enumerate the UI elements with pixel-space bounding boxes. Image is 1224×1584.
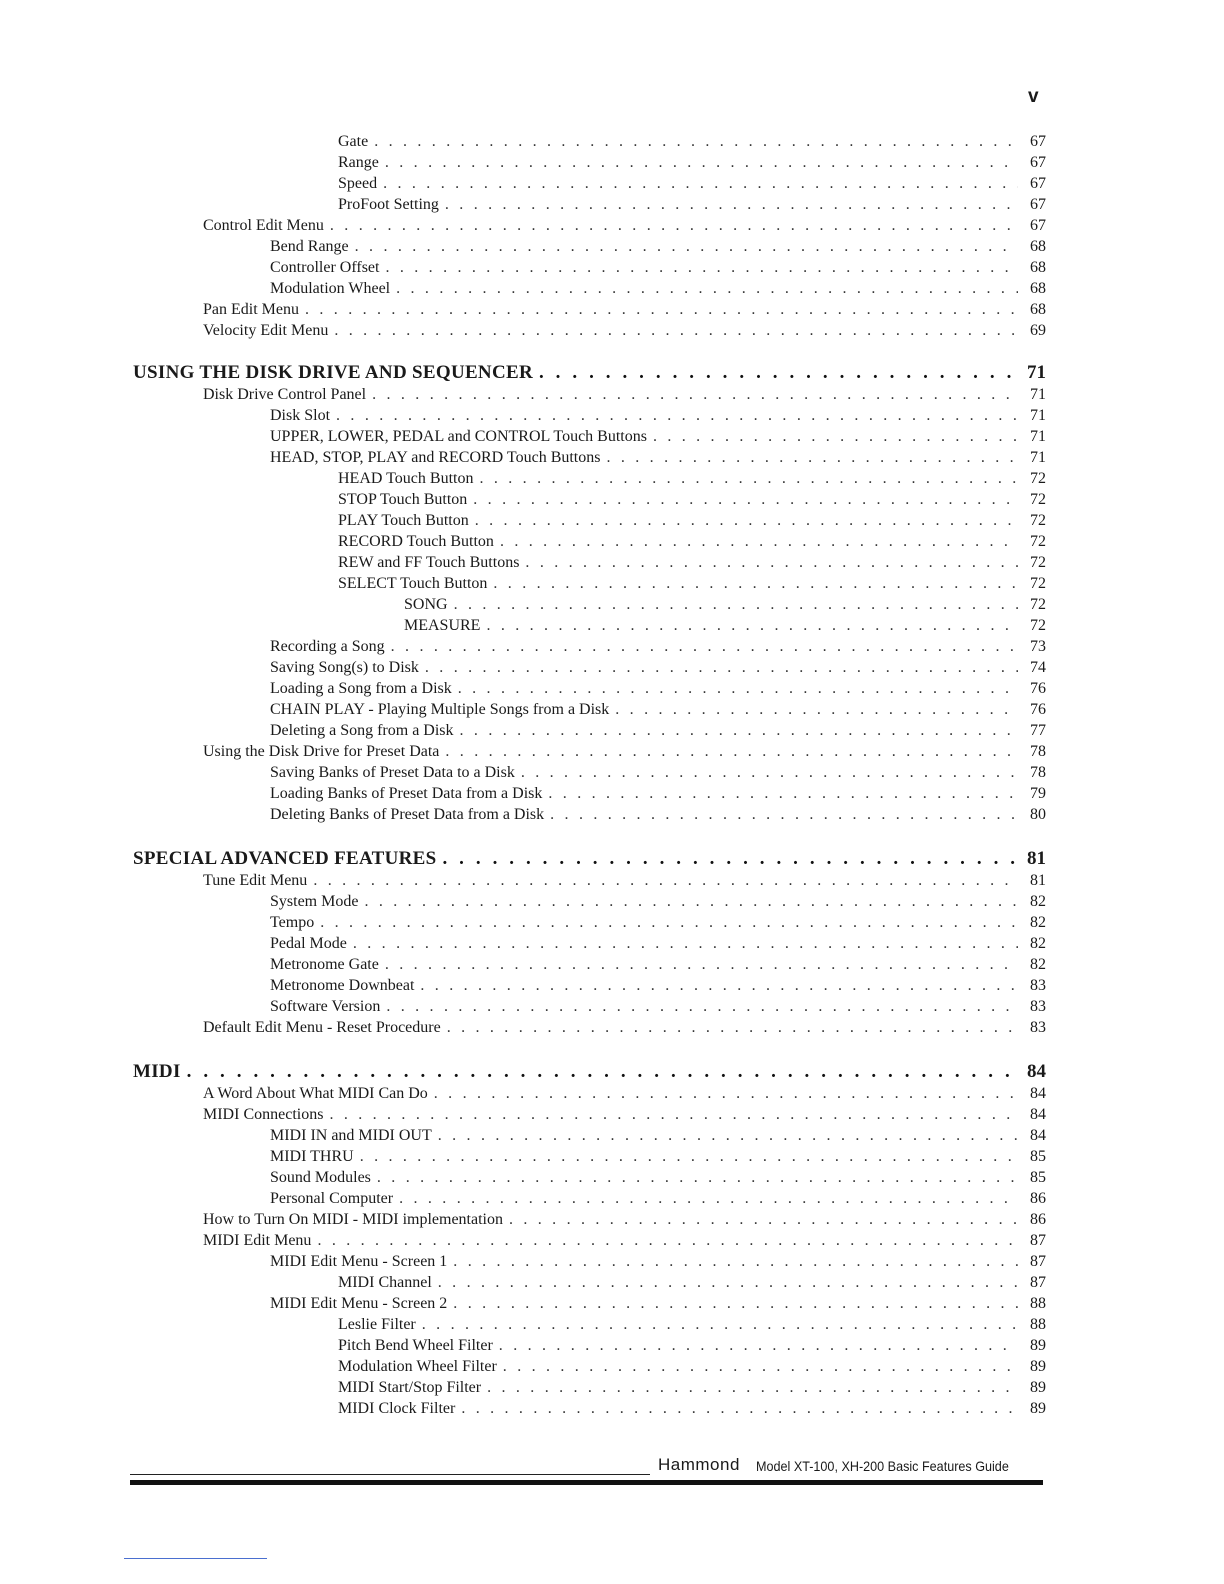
toc-entry-title: Pan Edit Menu — [203, 301, 299, 318]
toc-leader-dots — [438, 1272, 1018, 1293]
toc-entry[interactable] — [338, 510, 1046, 531]
toc-entry[interactable] — [270, 657, 1046, 678]
toc-entry-page: 72 — [1030, 491, 1046, 508]
toc-entry[interactable] — [338, 468, 1046, 489]
toc-entry-page: 72 — [1030, 575, 1046, 592]
toc-leader-dots — [383, 173, 1018, 194]
toc-leader-dots — [500, 531, 1018, 552]
toc-leader-dots — [479, 468, 1018, 489]
toc-entry[interactable] — [270, 912, 1046, 933]
toc-entry[interactable] — [338, 552, 1046, 573]
toc-entry-title: MIDI Start/Stop Filter — [338, 1379, 482, 1396]
toc-entry[interactable] — [404, 594, 1046, 615]
footer-brand: Hammond — [658, 1455, 740, 1474]
toc-entry[interactable] — [203, 741, 1046, 762]
toc-entry[interactable] — [270, 405, 1046, 426]
toc-leader-dots — [374, 131, 1018, 152]
toc-entry-page: 89 — [1030, 1400, 1046, 1417]
toc-leader-dots — [399, 1188, 1018, 1209]
toc-entry[interactable] — [203, 1230, 1046, 1251]
toc-entry-page: 67 — [1030, 175, 1046, 192]
toc-entry-title: MIDI Channel — [338, 1274, 432, 1291]
toc-entry[interactable] — [338, 1377, 1046, 1398]
toc-entry-page: 83 — [1030, 1019, 1046, 1036]
footer-rule — [130, 1474, 650, 1475]
toc-entry-title: Loading a Song from a Disk — [270, 680, 452, 697]
toc-entry[interactable] — [270, 257, 1046, 278]
toc-leader-dots — [425, 657, 1018, 678]
toc-leader-dots — [336, 405, 1018, 426]
toc-entry-page: 84 — [1030, 1127, 1046, 1144]
toc-entry-page: 84 — [1027, 1061, 1046, 1082]
toc-leader-dots — [334, 320, 1018, 341]
toc-entry-page: 83 — [1030, 977, 1046, 994]
toc-entry[interactable] — [270, 762, 1046, 783]
toc-leader-dots — [420, 975, 1018, 996]
toc-entry-title: Deleting a Song from a Disk — [270, 722, 454, 739]
toc-entry-page: 77 — [1030, 722, 1046, 739]
toc-entry-title: Saving Song(s) to Disk — [270, 659, 419, 676]
toc-entry-title: Disk Drive Control Panel — [203, 386, 367, 403]
toc-leader-dots — [475, 510, 1018, 531]
toc-entry-page: 85 — [1030, 1148, 1046, 1165]
toc-entry-title: HEAD Touch Button — [338, 470, 474, 487]
toc-leader-dots — [372, 384, 1018, 405]
toc-leader-dots — [385, 257, 1018, 278]
toc-entry-title: Tune Edit Menu — [203, 872, 308, 889]
toc-entry[interactable] — [338, 1272, 1046, 1293]
toc-leader-dots — [329, 1104, 1018, 1125]
footer-title: Model XT-100, XH-200 Basic Features Guide — [756, 1458, 1009, 1474]
toc-entry-title: SELECT Touch Button — [338, 575, 488, 592]
toc-entry[interactable] — [270, 1167, 1046, 1188]
toc-entry-title: Default Edit Menu - Reset Procedure — [203, 1019, 441, 1036]
toc-leader-dots — [486, 615, 1018, 636]
toc-entry-page: 86 — [1030, 1211, 1046, 1228]
toc-leader-dots — [615, 699, 1018, 720]
toc-entry-page: 71 — [1027, 362, 1046, 383]
toc-entry-page: 72 — [1030, 554, 1046, 571]
toc-entry-title: Personal Computer — [270, 1190, 394, 1207]
toc-entry-title: Pitch Bend Wheel Filter — [338, 1337, 493, 1354]
toc-leader-dots — [606, 447, 1018, 468]
toc-entry-title: MIDI Connections — [203, 1106, 324, 1123]
toc-leader-dots — [305, 299, 1018, 320]
toc-entry-title: MIDI Edit Menu - Screen 2 — [270, 1295, 448, 1312]
toc-entry-page: 82 — [1030, 893, 1046, 910]
toc-entry-title: Bend Range — [270, 238, 349, 255]
toc-leader-dots — [447, 1017, 1018, 1038]
toc-entry-page: 68 — [1030, 238, 1046, 255]
toc-leader-dots — [493, 573, 1018, 594]
toc-entry-page: 74 — [1030, 659, 1046, 676]
toc-section-heading[interactable] — [133, 847, 1046, 871]
toc-entry-title: Range — [338, 154, 379, 171]
toc-entry-title: Deleting Banks of Preset Data from a Disk — [270, 806, 545, 823]
toc-leader-dots — [453, 1293, 1018, 1314]
toc-entry[interactable] — [338, 531, 1046, 552]
toc-entry[interactable] — [404, 615, 1046, 636]
toc-entry-title: Gate — [338, 133, 369, 150]
toc-leader-dots — [396, 278, 1018, 299]
toc-entry-title: SPECIAL ADVANCED FEATURES — [133, 848, 437, 869]
toc-entry-page: 82 — [1030, 956, 1046, 973]
toc-entry-title: Controller Offset — [270, 259, 380, 276]
toc-entry-page: 72 — [1030, 596, 1046, 613]
toc-entry-page: 84 — [1030, 1085, 1046, 1102]
toc-leader-dots — [458, 678, 1018, 699]
toc-leader-dots — [653, 426, 1018, 447]
toc-leader-dots — [499, 1335, 1018, 1356]
toc-entry-page: 67 — [1030, 217, 1046, 234]
toc-entry[interactable] — [203, 1209, 1046, 1230]
toc-entry-page: 73 — [1030, 638, 1046, 655]
toc-entry-page: 87 — [1030, 1232, 1046, 1249]
corner-rule — [124, 1558, 267, 1559]
toc-entry-page: 71 — [1030, 386, 1046, 403]
toc-leader-dots — [454, 594, 1018, 615]
toc-entry[interactable] — [338, 194, 1046, 215]
toc-entry-title: How to Turn On MIDI - MIDI implementation — [203, 1211, 503, 1228]
toc-leader-dots — [548, 783, 1018, 804]
toc-entry[interactable] — [270, 804, 1046, 825]
toc-entry[interactable] — [338, 1335, 1046, 1356]
toc-leader-dots — [445, 194, 1018, 215]
toc-entry[interactable] — [270, 636, 1046, 657]
toc-entry[interactable] — [270, 1146, 1046, 1167]
toc-entry-page: 85 — [1030, 1169, 1046, 1186]
toc-entry[interactable] — [270, 1125, 1046, 1146]
toc-entry[interactable] — [270, 447, 1046, 468]
toc-leader-dots — [385, 152, 1018, 173]
toc-leader-dots — [330, 215, 1018, 236]
toc-leader-dots — [503, 1356, 1018, 1377]
toc-entry-title: MIDI THRU — [270, 1148, 354, 1165]
toc-entry-page: 86 — [1030, 1190, 1046, 1207]
page-number: v — [1028, 86, 1039, 107]
toc-entry[interactable] — [203, 299, 1046, 320]
toc-entry-page: 88 — [1030, 1316, 1046, 1333]
toc-leader-dots — [313, 870, 1018, 891]
toc-entry[interactable] — [270, 278, 1046, 299]
toc-entry-title: Using the Disk Drive for Preset Data — [203, 743, 440, 760]
toc-entry-title: System Mode — [270, 893, 359, 910]
toc-entry-title: Modulation Wheel Filter — [338, 1358, 497, 1375]
toc-entry[interactable] — [338, 1398, 1046, 1419]
toc-entry-page: 79 — [1030, 785, 1046, 802]
toc-entry-title: ProFoot Setting — [338, 196, 439, 213]
toc-entry[interactable] — [338, 152, 1046, 173]
toc-entry[interactable] — [270, 954, 1046, 975]
toc-entry-title: Leslie Filter — [338, 1316, 416, 1333]
toc-entry-title: MIDI Clock Filter — [338, 1400, 456, 1417]
toc-leader-dots — [550, 804, 1018, 825]
toc-entry-title: CHAIN PLAY - Playing Multiple Songs from a Disk — [270, 701, 610, 718]
toc-entry[interactable] — [270, 975, 1046, 996]
toc-entry-title: Tempo — [270, 914, 315, 931]
toc-entry[interactable] — [270, 933, 1046, 954]
toc-entry[interactable] — [203, 1083, 1046, 1104]
toc-entry-title: Metronome Gate — [270, 956, 379, 973]
toc-entry-title: MIDI IN and MIDI OUT — [270, 1127, 432, 1144]
toc-entry-title: Sound Modules — [270, 1169, 371, 1186]
toc-entry-page: 69 — [1030, 322, 1046, 339]
toc-entry[interactable] — [338, 173, 1046, 194]
toc-entry-page: 78 — [1030, 743, 1046, 760]
toc-entry[interactable] — [270, 1251, 1046, 1272]
toc-leader-dots — [487, 1377, 1018, 1398]
toc-entry-page: 84 — [1030, 1106, 1046, 1123]
toc-leader-dots — [187, 1060, 1018, 1084]
toc-entry[interactable] — [203, 870, 1046, 891]
toc-leader-dots — [364, 891, 1018, 912]
toc-leader-dots — [422, 1314, 1018, 1335]
toc-entry-title: Modulation Wheel — [270, 280, 391, 297]
toc-entry-title: Recording a Song — [270, 638, 385, 655]
toc-entry[interactable] — [203, 384, 1046, 405]
toc-entry-title: Pedal Mode — [270, 935, 347, 952]
toc-entry[interactable] — [270, 891, 1046, 912]
toc-entry-title: UPPER, LOWER, PEDAL and CONTROL Touch Buttons — [270, 428, 647, 445]
toc-entry[interactable] — [338, 131, 1046, 152]
toc-entry-page: 72 — [1030, 470, 1046, 487]
toc-entry-title: Control Edit Menu — [203, 217, 324, 234]
toc-entry-page: 83 — [1030, 998, 1046, 1015]
toc-entry-page: 67 — [1030, 154, 1046, 171]
toc-entry[interactable] — [203, 1104, 1046, 1125]
toc-leader-dots — [509, 1209, 1018, 1230]
toc-entry[interactable] — [203, 215, 1046, 236]
toc-entry-page: 89 — [1030, 1337, 1046, 1354]
toc-entry[interactable] — [270, 1188, 1046, 1209]
toc-entry-title: USING THE DISK DRIVE AND SEQUENCER — [133, 362, 533, 383]
toc-leader-dots — [385, 954, 1018, 975]
toc-leader-dots — [353, 933, 1018, 954]
toc-leader-dots — [355, 236, 1018, 257]
toc-entry[interactable] — [270, 426, 1046, 447]
toc-section-heading[interactable] — [133, 1060, 1046, 1084]
toc-entry[interactable] — [338, 1356, 1046, 1377]
toc-leader-dots — [461, 1398, 1018, 1419]
toc-entry-title: Disk Slot — [270, 407, 331, 424]
toc-entry[interactable] — [338, 1314, 1046, 1335]
toc-leader-dots — [386, 996, 1018, 1017]
toc-leader-dots — [442, 847, 1018, 871]
toc-entry[interactable] — [270, 1293, 1046, 1314]
toc-leader-dots — [521, 762, 1018, 783]
toc-entry-page: 78 — [1030, 764, 1046, 781]
toc-entry-title: MIDI Edit Menu - Screen 1 — [270, 1253, 448, 1270]
toc-entry-title: Saving Banks of Preset Data to a Disk — [270, 764, 515, 781]
toc-entry-page: 89 — [1030, 1379, 1046, 1396]
toc-entry[interactable] — [270, 996, 1046, 1017]
toc-entry[interactable] — [270, 783, 1046, 804]
toc-leader-dots — [438, 1125, 1018, 1146]
footer-bar — [130, 1480, 1043, 1485]
toc-leader-dots — [434, 1083, 1018, 1104]
toc-section-heading[interactable] — [133, 361, 1046, 385]
toc-entry[interactable] — [270, 699, 1046, 720]
toc-leader-dots — [445, 741, 1018, 762]
toc-leader-dots — [539, 361, 1018, 385]
toc-entry[interactable] — [203, 320, 1046, 341]
toc-entry[interactable] — [203, 1017, 1046, 1038]
toc-entry-page: 67 — [1030, 133, 1046, 150]
toc-entry-title: RECORD Touch Button — [338, 533, 494, 550]
toc-entry-page: 88 — [1030, 1295, 1046, 1312]
toc-entry-page: 71 — [1030, 449, 1046, 466]
toc-entry-title: Speed — [338, 175, 378, 192]
toc-entry-page: 82 — [1030, 914, 1046, 931]
toc-entry-title: SONG — [404, 596, 448, 613]
toc-entry-page: 72 — [1030, 512, 1046, 529]
toc-leader-dots — [525, 552, 1018, 573]
toc-entry-page: 80 — [1030, 806, 1046, 823]
toc-entry-page: 81 — [1027, 848, 1046, 869]
toc-entry-page: 68 — [1030, 301, 1046, 318]
toc-entry-page: 71 — [1030, 428, 1046, 445]
toc-entry-page: 82 — [1030, 935, 1046, 952]
toc-entry-page: 68 — [1030, 259, 1046, 276]
toc-entry-page: 67 — [1030, 196, 1046, 213]
toc-entry-page: 71 — [1030, 407, 1046, 424]
toc-entry-page: 81 — [1030, 872, 1046, 889]
toc-leader-dots — [320, 912, 1018, 933]
toc-entry-title: MIDI — [133, 1061, 181, 1082]
toc-entry-title: PLAY Touch Button — [338, 512, 469, 529]
toc-entry-title: HEAD, STOP, PLAY and RECORD Touch Buttons — [270, 449, 601, 466]
toc-leader-dots — [453, 1251, 1018, 1272]
toc-entry-title: MEASURE — [404, 617, 481, 634]
toc-entry[interactable] — [270, 720, 1046, 741]
toc-leader-dots — [377, 1167, 1018, 1188]
toc-entry-title: MIDI Edit Menu — [203, 1232, 312, 1249]
toc-entry-title: REW and FF Touch Buttons — [338, 554, 520, 571]
toc-entry-title: Velocity Edit Menu — [203, 322, 329, 339]
toc-entry-page: 72 — [1030, 617, 1046, 634]
toc-entry-page: 76 — [1030, 680, 1046, 697]
toc-leader-dots — [360, 1146, 1018, 1167]
toc-entry-title: STOP Touch Button — [338, 491, 468, 508]
toc-entry-page: 89 — [1030, 1358, 1046, 1375]
toc-entry-page: 72 — [1030, 533, 1046, 550]
toc-entry-title: Software Version — [270, 998, 381, 1015]
toc-leader-dots — [317, 1230, 1018, 1251]
toc-entry-title: A Word About What MIDI Can Do — [203, 1085, 428, 1102]
toc-leader-dots — [473, 489, 1018, 510]
toc-entry[interactable] — [270, 236, 1046, 257]
toc-entry-page: 68 — [1030, 280, 1046, 297]
toc-leader-dots — [391, 636, 1018, 657]
toc-entry-page: 87 — [1030, 1253, 1046, 1270]
toc-entry-title: Metronome Downbeat — [270, 977, 415, 994]
toc-entry-title: Loading Banks of Preset Data from a Disk — [270, 785, 543, 802]
toc-entry[interactable] — [270, 678, 1046, 699]
toc-leader-dots — [460, 720, 1018, 741]
toc-entry-page: 76 — [1030, 701, 1046, 718]
toc-entry-page: 87 — [1030, 1274, 1046, 1291]
toc-entry[interactable] — [338, 573, 1046, 594]
toc-entry[interactable] — [338, 489, 1046, 510]
